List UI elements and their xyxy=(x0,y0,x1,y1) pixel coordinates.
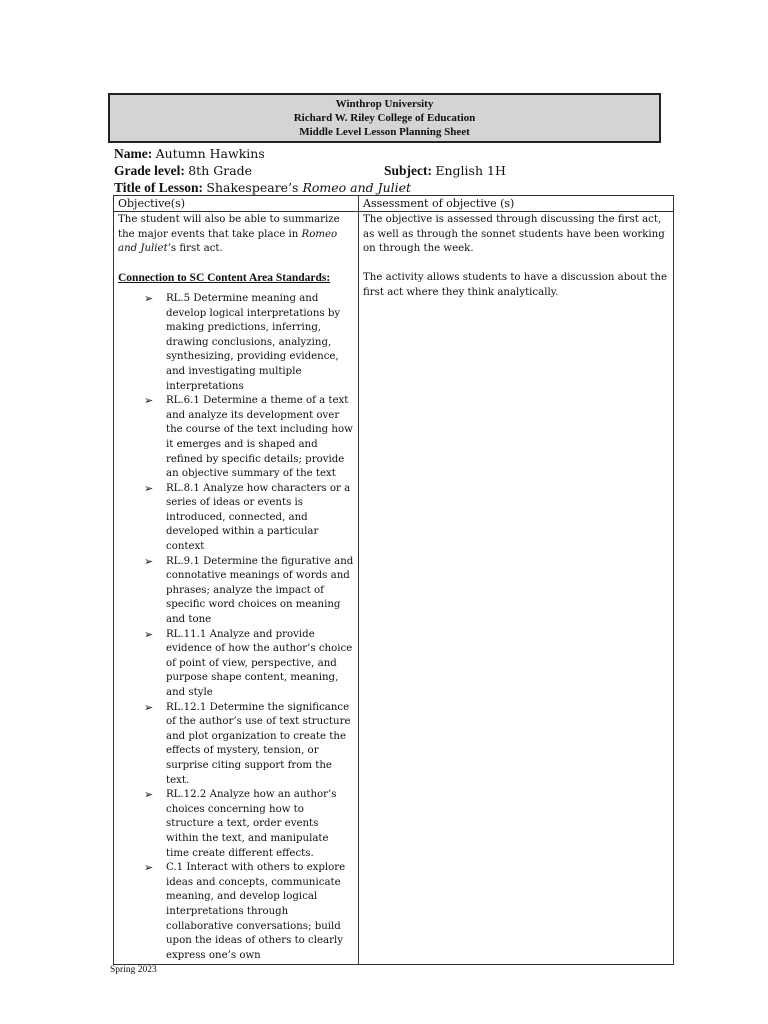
sheet-title: Middle Level Lesson Planning Sheet xyxy=(299,126,470,138)
arrow-bullet-icon: ➢ xyxy=(144,554,154,568)
college-name: Richard W. Riley College of Education xyxy=(293,112,476,124)
arrow-bullet-icon: ➢ xyxy=(144,861,154,875)
lesson-title-italic: Romeo and Juliet xyxy=(302,180,412,195)
standard-text: RL.11.1 Analyze and provide evidence of how the author’s choice of point of view, perspective, and purpose shape content, meaning, and style xyxy=(166,628,353,698)
list-item xyxy=(144,700,354,789)
university-name: Winthrop University xyxy=(335,98,434,110)
assessment-text-2: The activity allows students to have a discussion about the first act where they think analytically. xyxy=(363,272,667,298)
name-line xyxy=(114,146,265,162)
arrow-bullet-icon: ➢ xyxy=(144,700,154,714)
name-value: Autumn Hawkins xyxy=(155,146,265,161)
standard-text: RL.6.1 Determine a theme of a text and analyze its development over the course of the text including how it emerges and is shaped and refined by specific details; provide an objective summary of the text xyxy=(166,395,353,480)
assessment-cell xyxy=(359,212,674,965)
arrow-bullet-icon: ➢ xyxy=(144,788,154,802)
lesson-table xyxy=(113,195,674,965)
assessment-text-1: The objective is assessed through discussing the first act, as well as through the sonnet students have been working on through the week. xyxy=(363,214,665,255)
assessment-header: Assessment of objective (s) xyxy=(359,196,674,212)
objectives-header: Objective(s) xyxy=(114,196,359,212)
list-item xyxy=(144,861,354,963)
arrow-bullet-icon: ➢ xyxy=(144,291,154,305)
arrow-bullet-icon: ➢ xyxy=(144,481,154,495)
list-item xyxy=(144,788,354,861)
standard-text: RL.8.1 Analyze how characters or a series of ideas or events is introduced, connected, and developed within a particular context xyxy=(166,482,351,553)
table-header-row xyxy=(114,196,674,212)
standard-text: RL.5 Determine meaning and develop logical interpretations by making predictions, inferring, drawing conclusions, analyzing, synthesizing, providing evidence, and investigating multiple interpretations xyxy=(166,292,341,392)
grade-value: 8th Grade xyxy=(188,163,253,178)
list-item xyxy=(144,554,354,628)
objectives-cell xyxy=(114,212,359,965)
footer-term: Spring 2023 xyxy=(110,965,157,975)
connection-heading: Connection to SC Content Area Standards: xyxy=(118,272,331,285)
lesson-title-prefix: Shakespeare’s xyxy=(206,180,303,195)
lesson-title-label: Title of Lesson: xyxy=(114,180,204,195)
grade-subject-line xyxy=(114,163,506,179)
arrow-bullet-icon: ➢ xyxy=(144,627,154,641)
lesson-title-line xyxy=(114,180,411,196)
table-body-row xyxy=(114,212,674,965)
name-label: Name: xyxy=(114,146,153,161)
subject-label: Subject: xyxy=(384,163,432,178)
grade-label: Grade level: xyxy=(114,163,185,178)
subject-value: English 1H xyxy=(435,163,506,178)
list-item xyxy=(144,394,354,482)
arrow-bullet-icon: ➢ xyxy=(144,394,154,408)
list-item xyxy=(144,291,354,394)
list-item xyxy=(144,627,354,701)
standard-text: RL.12.1 Determine the significance of the author’s use of text structure and plot organization to create the effects of mystery, tension, or surprise citing support from the text. xyxy=(166,701,351,786)
standard-text: RL.9.1 Determine the figurative and connotative meanings of words and phrases; analyze the impact of specific word choices on meaning and tone xyxy=(166,555,354,626)
standard-text: RL.12.2 Analyze how an author’s choices concerning how to structure a text, order events within the text, and manipulate time create different effects. xyxy=(166,789,337,859)
subject-group xyxy=(384,163,506,179)
standard-text: C.1 Interact with others to explore ideas and concepts, communicate meaning, and develop logical interpretations through collaborative conversations; build upon the ideas of others to clearly express one’s own xyxy=(166,862,346,961)
standards-list xyxy=(118,292,354,963)
objective-text: The student will also be able to summarize the major events that take place in Romeo and Juliet’s first act. xyxy=(118,214,340,255)
document-header xyxy=(108,93,661,143)
list-item xyxy=(144,481,354,555)
